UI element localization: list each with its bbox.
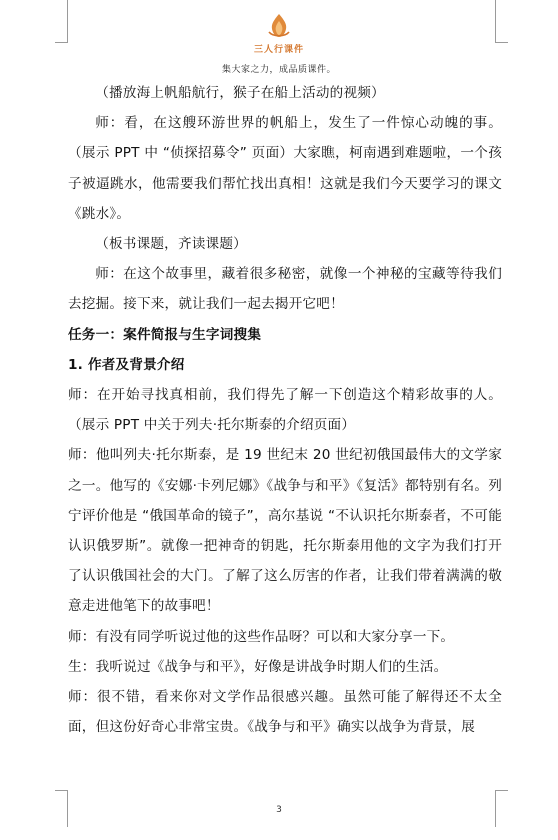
paragraph: （板书课题，齐读课题） xyxy=(95,236,247,253)
section-heading: 任务一：案件简报与生字词搜集 xyxy=(68,326,262,343)
paragraph: （播放海上帆船航行，猴子在船上活动的视频） xyxy=(95,85,385,101)
paragraph: 师：有没有同学听说过他的这些作品呀？可以和大家分享一下。 xyxy=(68,628,455,645)
section-heading: 1. 作者及背景介绍 xyxy=(68,356,185,373)
logo-text: 三人行课件 xyxy=(253,45,304,55)
paragraph: 生：我听说过《战争与和平》，好像是讲战争时期人们的生活。 xyxy=(68,658,448,675)
header-slogan: 集大家之力，成品质课件。 xyxy=(221,65,336,75)
paragraph: 师：看，在这艘环游世界的帆船上，发生了一件惊心动魄的事。（展示 PPT 中 “侦探招募令” 页面）大家瞧，柯南遇到难题啦，一个孩子被逼跳水，他需要我们帮忙找出真相！这就是我们今天要学习的课文《跳水》。 xyxy=(68,115,502,222)
page-number: 3 xyxy=(276,805,282,815)
flame-logo-icon xyxy=(265,12,293,40)
paragraph: 师：在开始寻找真相前，我们得先了解一下创造这个精彩故事的人。（展示 PPT 中关于列夫·托尔斯泰的介绍页面） xyxy=(68,387,502,434)
page-header xyxy=(0,12,558,74)
paragraph: 师：很不错，看来你对文学作品很感兴趣。虽然可能了解得还不太全面，但这份好奇心非常宝贵。《战争与和平》确实以战争为背景，展 xyxy=(68,689,502,736)
publisher-logo xyxy=(241,12,317,58)
paragraph: 师：他叫列夫·托尔斯泰，是 19 世纪末 20 世纪初俄国最伟大的文学家之一。他写的《安娜·卡列尼娜》《战争与和平》《复活》都特别有名。列宁评价他是 “俄国革命的镜子”，高尔基说 “不认识托尔斯泰者，不可能认识俄罗斯”。就像一把神奇的钥匙，托尔斯泰用他的文字为我们打开了认识俄国社会的大门。了解了这么厉害的作者，让我们带着满满的敬意走进他笔下的故事吧！ xyxy=(68,447,502,615)
body-text xyxy=(68,78,502,742)
paragraph: 师：在这个故事里，藏着很多秘密，就像一个神秘的宝藏等待我们去挖掘。接下来，就让我们一起去揭开它吧！ xyxy=(68,266,502,313)
